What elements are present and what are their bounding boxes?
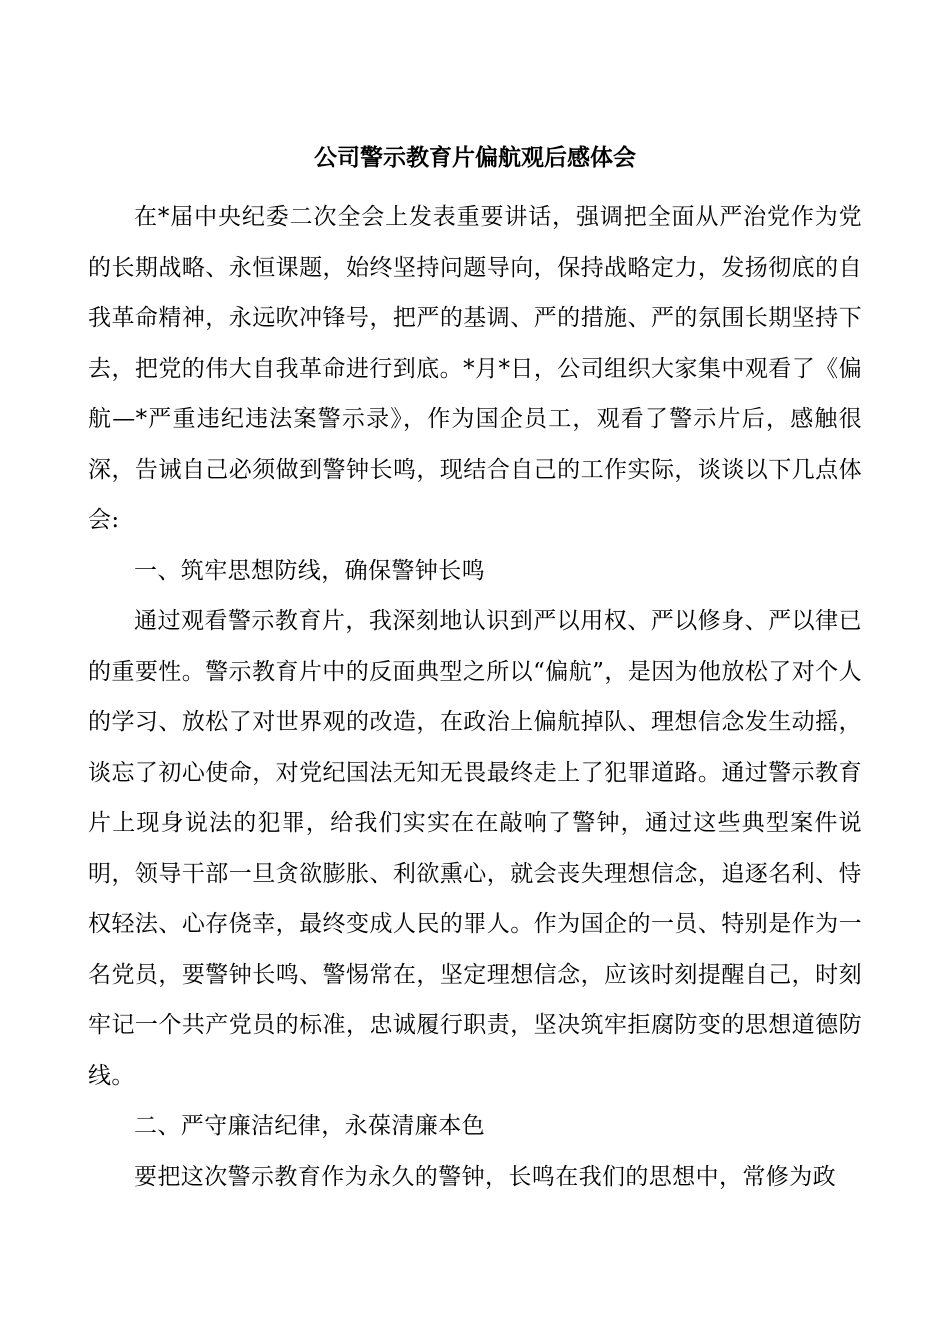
document-page (88, 140, 862, 1202)
section-1-heading: 一、筑牢思想防线，确保警钟长鸣 (134, 557, 485, 584)
section-2-heading: 二、严守廉洁纪律，永葆清廉本色 (134, 1113, 485, 1139)
document-title: 公司警示教育片偏航观后感体会 (314, 145, 636, 171)
intro-paragraph: 在*届中央纪委二次全会上发表重要讲话，强调把全面从严治党作为党的长期战略、永恒课题，始终坚持问题导向，保持战略定力，发扬彻底的自我革命精神，永远吹冲锋号，把严的基调、严的措施、严的氛围长期坚持下去，把党的伟大自我革命进行到底。*月*日，公司组织大家集中观看了《偏航—*严重违纪违法案警示录》，作为国企员工，观看了警示片后，感触很深，告诫自己必须做到警钟长鸣，现结合自己的工作实际，谈谈以下几点体会: (88, 204, 862, 533)
section-2-paragraph: 要把这次警示教育作为永久的警钟，长鸣在我们的思想中，常修为政 (134, 1163, 836, 1190)
section-1-paragraph: 通过观看警示教育片，我深刻地认识到严以用权、严以修身、严以律已的重要性。警示教育片中的反面典型之所以“偏航”，是因为他放松了对个人的学习、放松了对世界观的改造，在政治上偏航掉队、理想信念发生动摇，谈忘了初心使命，对党纪国法无知无畏最终走上了犯罪道路。通过警示教育片上现身说法的犯罪，给我们实实在在敲响了警钟，通过这些典型案件说明，领导干部一旦贪欲膨胀、利欲熏心，就会丧失理想信念，追逐名利、恃权轻法、心存侥幸，最终变成人民的罪人。作为国企的一员、特别是作为一名党员，要警钟长鸣、警惕常在，坚定理想信念，应该时刻提醒自己，时刻牢记一个共产党员的标准，忠诚履行职责，坚决筑牢拒腐防变的思想道德防线。 (88, 608, 862, 1089)
